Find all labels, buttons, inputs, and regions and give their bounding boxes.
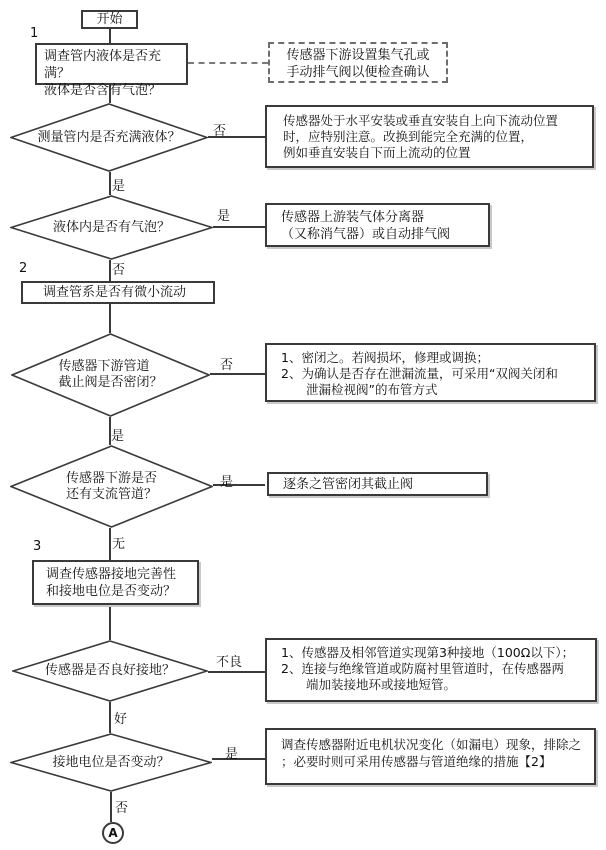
action-gas-separator: [265, 203, 490, 247]
edge-label-no: 否: [115, 801, 129, 816]
edge-label-yes: 是: [217, 209, 231, 224]
connector-q5-q6: [109, 702, 111, 733]
decision-question: 测量管内是否充满液体？: [37, 129, 181, 145]
section-label-2: 2: [19, 261, 28, 276]
note-vent-valve: [268, 42, 448, 83]
process-line: 和接地电位是否变动？: [46, 584, 177, 599]
decision-downstream-valve-closed: [11, 333, 210, 417]
edge-label-bad: 不良: [216, 655, 243, 670]
decision-question: [10, 445, 213, 528]
connector-q4-p3: [109, 528, 111, 560]
decision-question: 液体内是否有气泡？: [52, 219, 170, 235]
edge-label-no: 否: [112, 263, 126, 278]
decision-good-grounding: [12, 640, 208, 702]
offpage-connector-label: A: [108, 826, 118, 840]
action-line: （又称消气器）或自动排气阀: [281, 227, 451, 242]
decision-question: 传感器是否良好接地？: [44, 663, 175, 678]
process-line: 调查管内液体是否充满？: [44, 49, 162, 81]
edge-label-yes: 是: [220, 475, 234, 490]
decision-tube-full: [10, 103, 208, 172]
action-line: 时，应特别注意。改换到能完全充满的位置，: [283, 129, 534, 144]
connector-q2-p2: [109, 260, 111, 281]
section-label-3: 3: [33, 539, 42, 554]
connector-q2-a2: [213, 226, 265, 228]
process-line: 液体是否含有气泡？: [44, 83, 162, 98]
process-label: 调查管系是否有微小流动: [43, 285, 187, 300]
action-line: 例如垂直安装自下而上流动的位置: [283, 145, 471, 160]
action-line: 调查传感器附近电机状况变化（如漏电）现象，排除之: [281, 737, 582, 752]
action-close-or-repair-valve: [265, 343, 596, 402]
edge-label-no: 否: [213, 124, 227, 139]
decision-question-line: 传感器下游管道: [58, 359, 150, 374]
connector-p2-q3: [109, 304, 111, 333]
connector-p1-note-dashed: [188, 62, 268, 64]
edge-label-no: 否: [220, 358, 234, 373]
connector-q3-a3: [210, 373, 265, 375]
connector-q6-a6: [212, 758, 265, 760]
note-line: 手动排气阀以便检查确认: [286, 65, 430, 80]
action-line: 端加装接地环或接地短管。: [306, 677, 457, 692]
edge-label-none: 无: [112, 537, 126, 552]
edge-label-yes: 是: [225, 747, 239, 762]
action-label: 逐条之管密闭其截止阀: [283, 477, 414, 492]
action-line: 传感器上游装气体分离器: [281, 210, 425, 225]
decision-question-line: 还有支流管道？: [65, 486, 157, 502]
action-check-nearby-motor-leakage: [265, 728, 596, 785]
connector-start-p1: [109, 29, 111, 43]
edge-label-yes: 是: [111, 429, 125, 444]
action-line: 1、传感器及相邻管道实现第3种接地（100Ω以下）；: [281, 645, 575, 660]
decision-ground-potential-change: [10, 733, 212, 792]
connector-p3-q5: [109, 605, 111, 640]
start-node: [81, 10, 138, 29]
decision-question-line: 截止阀是否密闭？: [58, 375, 163, 390]
offpage-connector-a: [102, 822, 124, 844]
process-check-grounding: [32, 560, 199, 605]
action-reinstall-position: [265, 105, 594, 168]
action-line: 2、连接与绝缘管道或防腐衬里管道时，在传感器两: [281, 661, 564, 676]
decision-bubbles-in-liquid: [10, 195, 213, 260]
action-line: 传感器处于水平安装或垂直安装自上向下流动位置: [283, 113, 559, 128]
action-grounding-measures: [265, 638, 597, 702]
process-check-liquid-full: [35, 43, 188, 98]
action-line: ；必要时则可采用传感器与管道绝缘的措施【2】: [281, 754, 552, 769]
connector-q5-a5: [208, 671, 265, 673]
process-line: 调查传感器接地完善性: [46, 567, 177, 582]
decision-question: [11, 333, 210, 417]
action-close-each-branch-valve: [267, 472, 488, 496]
edge-label-good: 好: [114, 712, 128, 727]
action-line: 2、为确认是否存在泄漏流量，可采用“双阀关闭和: [281, 366, 558, 381]
connector-q6-circle: [110, 792, 112, 822]
decision-branch-pipes: [10, 445, 213, 528]
process-check-micro-flow: [21, 281, 215, 304]
decision-question-line: 传感器下游是否: [65, 470, 157, 486]
connector-q1-q2: [109, 172, 111, 195]
action-line: 泄漏检视阀”的布管方式: [306, 382, 438, 397]
start-label: 开始: [96, 12, 123, 27]
action-line: 1、密闭之。若阀损坏，修理或调换；: [281, 350, 489, 365]
note-line: 传感器下游设置集气孔或: [286, 48, 430, 63]
decision-question: 接地电位是否变动？: [52, 754, 170, 770]
section-label-1: 1: [30, 26, 39, 41]
edge-label-yes: 是: [112, 179, 126, 194]
